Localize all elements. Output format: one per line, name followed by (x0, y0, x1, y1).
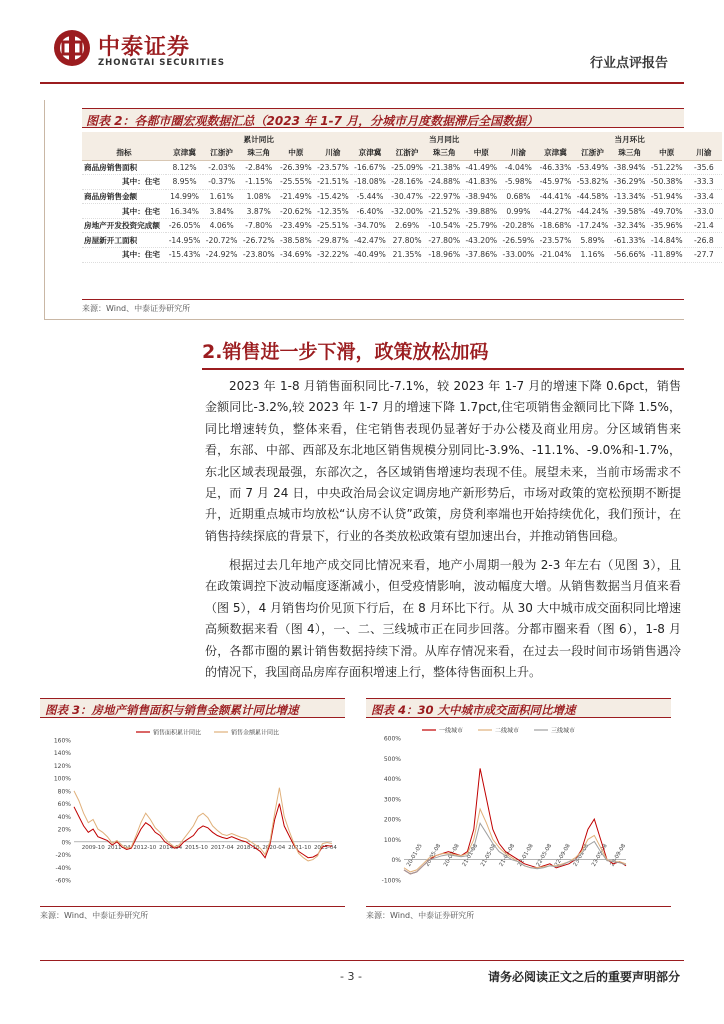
table-cell: -24.88% (428, 177, 461, 187)
table-cell: -2.03% (208, 162, 236, 172)
table-cell: -53.82% (576, 177, 609, 187)
table-cell: 2.69% (395, 221, 420, 231)
y-tick-label: 500% (383, 755, 401, 763)
table-cell: -25.55% (279, 177, 312, 187)
table-cell: -30.47% (391, 191, 423, 201)
table-cell: -15.42% (317, 191, 349, 201)
table-row (82, 248, 722, 263)
x-tick-label: 2014-04 (159, 844, 183, 851)
region-header: 中原 (277, 146, 314, 160)
row-label: 房地产开发投资完成额 (84, 221, 160, 231)
y-tick-label: 60% (57, 801, 71, 809)
x-tick-label: 21-09-08 (498, 843, 517, 868)
x-tick-label: 2023-04 (313, 844, 337, 851)
table-cell: -20.28% (502, 221, 535, 231)
table-cell: -18.08% (354, 177, 386, 187)
y-tick-label: -40% (55, 864, 71, 872)
y-tick-label: 400% (383, 776, 401, 784)
table-cell: -32.00% (391, 206, 423, 216)
legend-label: 一线城市 (439, 727, 464, 735)
company-name-en: ZHONGTAI SECURITIES (98, 58, 225, 68)
table-bottom-rule (82, 299, 684, 300)
page-header (0, 0, 724, 100)
y-tick-label: 20% (57, 826, 71, 834)
table-cell: 3.84% (209, 206, 234, 216)
table-cell: -27.7 (694, 250, 714, 260)
y-tick-label: -20% (55, 852, 71, 860)
x-tick-label: 2015-10 (184, 844, 208, 851)
legend-label: 销售面积累计同比 (153, 729, 202, 737)
y-tick-label: -60% (55, 877, 71, 885)
table-cell: -26.59% (502, 235, 535, 245)
x-tick-label: 22-09-08 (554, 843, 572, 868)
table-cell: -41.83% (465, 177, 498, 187)
table-cell: -29.87% (317, 235, 349, 245)
region-header: 京津冀 (351, 146, 388, 160)
region-header: 川渝 (685, 146, 722, 160)
table-cell: -38.58% (279, 235, 312, 245)
chart-4-plot (366, 720, 671, 904)
table-cell: -56.66% (613, 250, 646, 260)
table-cell: 21.35% (392, 250, 422, 260)
x-tick-label: 2021-10 (288, 844, 312, 851)
table-cell: -51.22% (650, 162, 683, 172)
table-cell: -6.40% (356, 206, 384, 216)
region-header: 川渝 (500, 146, 537, 160)
table-cell: -26.8 (694, 235, 714, 245)
x-tick-label: 2011-04 (107, 844, 131, 851)
table-cell: 1.61% (209, 191, 234, 201)
chart-3-plot (40, 720, 345, 904)
y-tick-label: 160% (53, 737, 71, 745)
table-cell: -44.58% (576, 191, 609, 201)
table-cell: -36.29% (613, 177, 646, 187)
table-cell: -40.49% (354, 250, 386, 260)
table-cell: -0.37% (208, 177, 236, 187)
legend-label: 二线城市 (495, 727, 520, 735)
x-tick-label: 21-01-08 (461, 843, 480, 868)
table-cell: -25.51% (317, 221, 349, 231)
y-tick-label: 600% (383, 735, 401, 743)
table-cell: 0.68% (506, 191, 531, 201)
x-tick-label: 21-05-08 (480, 843, 498, 868)
table-row (82, 189, 722, 204)
x-tick-label: 2017-04 (210, 844, 234, 851)
table-cell: -27.80% (428, 235, 461, 245)
row-label: 其中：住宅 (122, 206, 160, 216)
footer-divider (40, 960, 684, 961)
y-tick-label: 40% (57, 813, 71, 821)
table-cell: -23.80% (242, 250, 275, 260)
table-cell: -11.89% (650, 250, 683, 260)
table-cell: 8.95% (172, 177, 197, 187)
table-cell: -34.69% (279, 250, 312, 260)
figure-bottom-rule (44, 319, 684, 320)
legend-label: 三线城市 (551, 727, 576, 735)
table-cell: -20.62% (279, 206, 312, 216)
x-tick-label: 2020-04 (262, 844, 286, 851)
region-header: 京津冀 (166, 146, 203, 160)
region-header: 中原 (648, 146, 685, 160)
table-cell: -14.95% (168, 235, 201, 245)
table-cell: -23.57% (539, 235, 572, 245)
table-cell: -20.72% (205, 235, 238, 245)
table-source: 来源：Wind、中泰证券研究所 (82, 304, 191, 313)
report-type: 行业点评报告 (589, 56, 668, 71)
table-cell: -33.0 (694, 206, 714, 216)
table-cell: -35.6 (694, 162, 714, 172)
page-number: - 3 - (340, 970, 362, 983)
y-tick-label: 120% (53, 762, 71, 770)
table-cell: -39.88% (465, 206, 498, 216)
table-cell: -32.34% (613, 221, 646, 231)
table-row (82, 204, 722, 219)
table-cell: -7.80% (245, 221, 273, 231)
table-cell: -21.38% (428, 162, 461, 172)
table-cell: -51.94% (650, 191, 683, 201)
region-header: 珠三角 (240, 146, 277, 160)
x-tick-label: 20-09-08 (443, 843, 461, 868)
row-label: 房屋新开工面积 (84, 235, 138, 245)
row-label: 商品房销售金额 (84, 191, 138, 201)
table-cell: -14.84% (650, 235, 683, 245)
table-cell: -61.33% (613, 235, 646, 245)
table-cell: -32.22% (317, 250, 349, 260)
x-tick-label: 2012-10 (133, 844, 157, 851)
region-header: 中原 (463, 146, 500, 160)
table-cell: 4.06% (209, 221, 234, 231)
table-cell: -35.96% (650, 221, 683, 231)
x-tick-label: 20-05-08 (424, 843, 443, 868)
table-cell: -2.84% (245, 162, 273, 172)
table-cell: -37.86% (465, 250, 498, 260)
group-header-cumulative: 累计同比 (166, 132, 351, 146)
region-header: 江浙沪 (203, 146, 240, 160)
company-name-cn: 中泰证券 (98, 35, 191, 60)
table-cell: -38.94% (613, 162, 646, 172)
table-cell: -24.92% (205, 250, 238, 260)
x-tick-label: 23-09-08 (609, 843, 628, 868)
body-paragraph-2: 根据过去几年地产成交同比情况来看，地产小周期一般为 2-3 年左右（见图 3），且在政策调控下波动幅度逐渐减小，但受疫情影响，波动幅度大增。从销售数据当月值来看（图 5），4 月销售均价见顶下行后，在 8 月环比下行。从 30 大中城市成交面积同比增速高频数据来看（图 4），一、二、三线城市正在同步回落。分都市圈来看（图 6），1-8 月份，各都市圈的累计销售数据持续下滑。从库存情况来看，在过去一段时间市场销售遇冷的情况下，我国商品房库存面积增速上行，整体待售面积上升。 (205, 558, 681, 680)
table-cell: -39.58% (613, 206, 646, 216)
table-cell: -44.27% (539, 206, 572, 216)
index-header: 指标 (82, 146, 166, 160)
x-tick-label: 2018-10 (236, 844, 260, 851)
table-cell: -5.44% (356, 191, 384, 201)
y-tick-label: 140% (53, 750, 71, 758)
row-label: 商品房销售面积 (84, 162, 138, 172)
body-paragraph-1: 2023 年 1-8 月销售面积同比-7.1%，较 2023 年 1-7 月的增速下降 0.6pct，销售金额同比-3.2%,较 2023 年 1-7 月的增速下降 1.7pct,住宅项销售金额同比下降 1.5%，同比增速转负，整体来看，住宅销售表现仍显著好于办公楼及商业用房。分区域销售来看，东部、中部、西部及东北地区销售规模分别同比-3.9%、-11.1%、-9.0%和-1.7%，东北区域表现最强，东部次之，各区域销售增速均表现不佳。展望未来，当前市场需求不足，而 7 月 24 日，中央政治局会议定调房地产新形势后，市场对政策的宽松预期不断提升，近期重点城市均放松“认房不认贷”政策，房贷利率端也开始持续优化，我们预计，在销售持续探底的背景下，行业的各类放松政策有望加速出台，并推动销售回稳。 (205, 379, 681, 543)
table-cell: 1.16% (580, 250, 605, 260)
table-cell: -41.49% (465, 162, 498, 172)
y-tick-label: 300% (383, 796, 401, 804)
table-cell: -33.00% (502, 250, 535, 260)
table-cell: 0.99% (506, 206, 531, 216)
table-cell: -21.52% (428, 206, 461, 216)
region-header: 江浙沪 (574, 146, 611, 160)
chart-figure-4 (366, 698, 671, 928)
table-cell: -13.34% (613, 191, 646, 201)
table-cell: -38.94% (465, 191, 498, 201)
table-cell: -33.3 (694, 177, 714, 187)
table-cell: -18.68% (539, 221, 572, 231)
table-cell: -50.38% (650, 177, 683, 187)
disclaimer-note: 请务必阅读正文之后的重要声明部分 (487, 970, 680, 984)
y-tick-label: 0% (61, 839, 71, 847)
table-cell: -21.49% (279, 191, 312, 201)
table-cell: -21.4 (694, 221, 714, 231)
table-cell: 1.08% (246, 191, 271, 201)
table-cell: -1.15% (245, 177, 273, 187)
table-cell: -4.04% (504, 162, 532, 172)
table-row (82, 233, 722, 248)
group-header-monthly-mom: 当月环比 (537, 132, 722, 146)
table-cell: -22.97% (428, 191, 461, 201)
y-tick-label: 80% (57, 788, 71, 796)
table-cell: -5.98% (504, 177, 532, 187)
y-tick-label: 0% (391, 857, 401, 865)
macro-data-table (82, 132, 722, 263)
table-row (82, 160, 722, 175)
region-header: 川渝 (314, 146, 351, 160)
chart-4-title: 图表 4：30 大中城市成交面积同比增速 (366, 698, 671, 718)
chart-4-bottom-rule (366, 906, 671, 907)
table-cell: 27.80% (392, 235, 422, 245)
table-cell: -16.67% (354, 162, 386, 172)
x-tick-label: 23-05-08 (591, 843, 609, 868)
table-cell: 16.34% (170, 206, 200, 216)
chart-figure-3 (40, 698, 345, 928)
table-cell: 3.87% (246, 206, 271, 216)
chart-3-bottom-rule (40, 906, 345, 907)
chart-4-source: 来源：Wind、中泰证券研究所 (366, 911, 475, 920)
x-tick-label: 22-05-08 (535, 843, 554, 868)
region-header: 珠三角 (611, 146, 648, 160)
group-header-monthly-yoy: 当月同比 (351, 132, 536, 146)
table-cell: -46.33% (539, 162, 572, 172)
zhongtai-logo-icon (52, 28, 92, 68)
table-cell: -23.49% (279, 221, 312, 231)
figure-left-rule (44, 100, 45, 320)
region-header: 珠三角 (426, 146, 463, 160)
table-figure-title: 图表 2：各都市圈宏观数据汇总（2023 年 1-7 月，分城市月度数据滞后全国数据） (82, 108, 684, 128)
series-line-0 (404, 768, 626, 874)
table-cell: -15.43% (168, 250, 201, 260)
y-tick-label: 200% (383, 816, 401, 824)
chart-3-title: 图表 3：房地产销售面积与销售金额累计同比增速 (40, 698, 345, 718)
table-cell: -44.24% (576, 206, 609, 216)
table-cell: -26.39% (279, 162, 312, 172)
table-cell: -25.09% (391, 162, 423, 172)
table-cell: -53.49% (576, 162, 609, 172)
x-tick-label: 2009-10 (81, 844, 105, 851)
table-cell: -25.79% (465, 221, 498, 231)
table-cell: -45.97% (539, 177, 572, 187)
header-divider (40, 82, 684, 84)
table-cell: -42.47% (354, 235, 386, 245)
table-cell: -28.16% (391, 177, 423, 187)
row-label: 其中：住宅 (122, 250, 160, 260)
region-header: 江浙沪 (389, 146, 426, 160)
table-cell: -23.57% (317, 162, 349, 172)
table-cell: -21.51% (317, 177, 349, 187)
table-cell: -26.72% (242, 235, 275, 245)
y-tick-label: -100% (381, 877, 401, 885)
table-cell: 8.12% (172, 162, 197, 172)
table-cell: 5.89% (580, 235, 605, 245)
region-header: 京津冀 (537, 146, 574, 160)
table-cell: -49.70% (650, 206, 683, 216)
table-cell: -26.05% (168, 221, 201, 231)
section-heading: 2.销售进一步下滑，政策放松加码 (202, 337, 684, 370)
x-tick-label: 20-01-05 (406, 843, 424, 868)
table-cell: -12.35% (317, 206, 349, 216)
y-tick-label: 100% (53, 775, 71, 783)
table-corner (82, 132, 166, 146)
table-cell: -17.24% (576, 221, 609, 231)
table-cell: -44.41% (539, 191, 572, 201)
macro-data-table-wrap (82, 132, 714, 298)
table-cell: 14.99% (170, 191, 200, 201)
table-cell: -34.70% (354, 221, 386, 231)
x-tick-label: 22-01-08 (517, 843, 535, 868)
table-row (82, 175, 722, 190)
row-label: 其中：住宅 (122, 177, 160, 187)
table-row (82, 218, 722, 233)
x-tick-label: 23-01-08 (572, 843, 591, 868)
table-cell: -21.04% (539, 250, 572, 260)
table-cell: -10.54% (428, 221, 461, 231)
table-cell: -43.20% (465, 235, 498, 245)
chart-3-source: 来源：Wind、中泰证券研究所 (40, 911, 149, 920)
y-tick-label: 100% (383, 836, 401, 844)
table-cell: -18.96% (428, 250, 461, 260)
table-cell: -33.4 (694, 191, 714, 201)
legend-label: 销售金额累计同比 (231, 729, 280, 737)
